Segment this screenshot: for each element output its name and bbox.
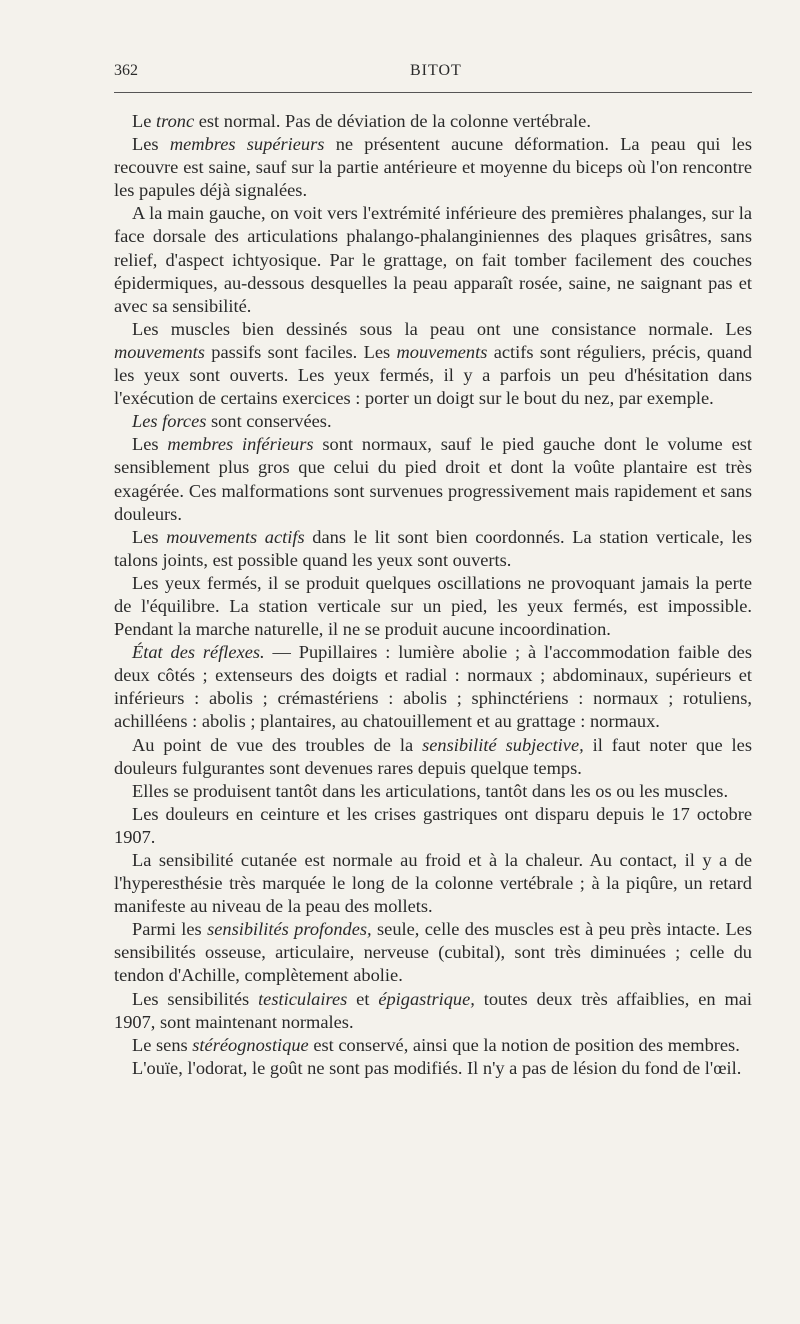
paragraph xyxy=(114,526,752,572)
paragraph xyxy=(114,849,752,918)
italic-run: mouvements xyxy=(114,341,205,362)
paragraph xyxy=(114,803,752,849)
text-run: Les xyxy=(132,434,168,455)
text-run: — Pupillaires : lumière abolie ; à l'accommodation faible des deux côtés ; extenseurs des doigts et radial : normaux ; abdominaux, supérieurs et inférieurs : abolis ; crémastériens : abolis ; sphinctériens : normaux ; rotuliens, achilléens : abolis ; plantaires, au chatouillement et au grattage : normaux. xyxy=(114,642,752,732)
paragraph xyxy=(114,133,752,202)
paragraph xyxy=(114,410,752,433)
text-run: Les xyxy=(132,526,167,547)
body-text xyxy=(114,110,752,1080)
italic-run: testiculaires xyxy=(258,988,348,1009)
paragraph xyxy=(114,110,752,133)
italic-run: Les forces xyxy=(132,411,207,432)
text-run: et xyxy=(347,988,379,1009)
running-title: BITOT xyxy=(410,62,462,79)
italic-run: mouvements actifs xyxy=(166,526,305,547)
text-run: ne présentent aucune déformation. La peau qui les recouvre est saine, sauf sur la partie antérieure et moyenne du biceps où l'on rencontre les papules déjà signalées. xyxy=(114,134,752,201)
italic-run: tronc xyxy=(156,111,195,131)
text-run: il faut noter que les douleurs fulgurantes sont devenues rares depuis quelque temps. xyxy=(114,734,752,778)
text-run: Les muscles bien dessinés sous la peau ont une consistance normale. Les xyxy=(132,318,752,339)
text-run: est conservé, ainsi que la notion de position des membres. xyxy=(308,1034,740,1055)
italic-run: État des réflexes. xyxy=(132,642,265,663)
text-run: Les yeux fermés, il se produit quelques oscillations ne provoquant jamais la perte de l'équilibre. La station verticale sur un pied, les yeux fermés, est impossible. Pendant la marche naturelle, il ne se produit aucune incoordination. xyxy=(114,572,752,640)
italic-run: mouvements xyxy=(396,341,488,362)
paragraph xyxy=(114,202,752,317)
text-run: Les xyxy=(132,134,170,155)
paragraph xyxy=(114,641,752,733)
italic-run: sensibilité subjective, xyxy=(422,734,584,755)
text-run: A la main gauche, on voit vers l'extrémité inférieure des premières phalanges, sur la face dorsale des articulations phalango-phalanginiennes des plaques grisâtres, sans relief, d'aspect ichtyosique. Par le grattage, on fait tomber facilement des couches épidermiques, au-dessous desquelles la peau apparaît rosée, saine, ne saignant pas et avec sa sensibilité. xyxy=(114,203,752,316)
text-run: Le sens xyxy=(132,1034,193,1055)
paragraph xyxy=(114,572,752,641)
text-run: Au point de vue des troubles de la xyxy=(132,734,423,755)
paragraph xyxy=(114,318,752,410)
italic-run: membres inférieurs xyxy=(167,434,314,455)
italic-run: sensibilités profondes, xyxy=(207,919,372,940)
paragraph xyxy=(114,780,752,803)
page-number: 362 xyxy=(114,62,138,79)
text-run: toutes deux très affaiblies, en mai 1907, sont maintenant normales. xyxy=(114,988,753,1032)
text-run: Elles se produisent tantôt dans les articulations, tantôt dans les os ou les muscles. xyxy=(132,780,729,801)
paragraph xyxy=(114,1034,752,1057)
text-run: Les douleurs en ceinture et les crises gastriques ont disparu depuis le 17 octobre 1907. xyxy=(114,803,752,847)
text-run: sont conservées. xyxy=(206,411,332,432)
text-run: Les sensibilités xyxy=(132,988,259,1009)
text-run: Parmi les xyxy=(132,919,208,940)
text-run: sont normaux, sauf le pied gauche dont le volume est sensiblement plus gros que celui du pied droit et dont la voûte plantaire est très exagérée. Ces malformations sont survenues progressivement mais rapidement et sans douleurs. xyxy=(114,434,752,524)
italic-run: membres supérieurs xyxy=(169,134,325,155)
text-run: actifs sont réguliers, précis, quand les yeux sont ouverts. Les yeux fermés, il y a parfois un peu d'hésitation dans l'exécution de certains exercices : porter un doigt sur le bout du nez, par exemple. xyxy=(114,341,752,409)
paragraph xyxy=(114,918,752,987)
italic-run: épigastrique, xyxy=(378,988,475,1009)
paragraph xyxy=(114,433,752,525)
paragraph xyxy=(114,734,752,780)
text-run: est normal. Pas de déviation de la colonne vertébrale. xyxy=(194,111,591,131)
italic-run: stéréognostique xyxy=(192,1034,309,1055)
text-run: Le xyxy=(132,111,156,131)
text-run: La sensibilité cutanée est normale au froid et à la chaleur. Au contact, il y a de l'hyperesthésie très marquée le long de la colonne vertébrale ; à la piqûre, un retard manifeste au niveau de la peau des mollets. xyxy=(114,850,752,917)
paragraph xyxy=(114,988,752,1034)
text-run: L'ouïe, l'odorat, le goût ne sont pas modifiés. Il n'y a pas de lésion du fond de l'œil. xyxy=(132,1057,742,1078)
paragraph xyxy=(114,1057,752,1080)
text-run: passifs sont faciles. Les xyxy=(204,341,397,362)
text-run: dans le lit sont bien coordonnés. La station verticale, les talons joints, est possible quand les yeux sont ouverts. xyxy=(114,526,752,570)
page-header xyxy=(114,58,752,93)
text-run: seule, celle des muscles est à peu près intacte. Les sensibilités osseuse, articulaire, nerveuse (cubital), sont très diminuées ; celle du tendon d'Achille, complètement abolie. xyxy=(114,919,753,986)
